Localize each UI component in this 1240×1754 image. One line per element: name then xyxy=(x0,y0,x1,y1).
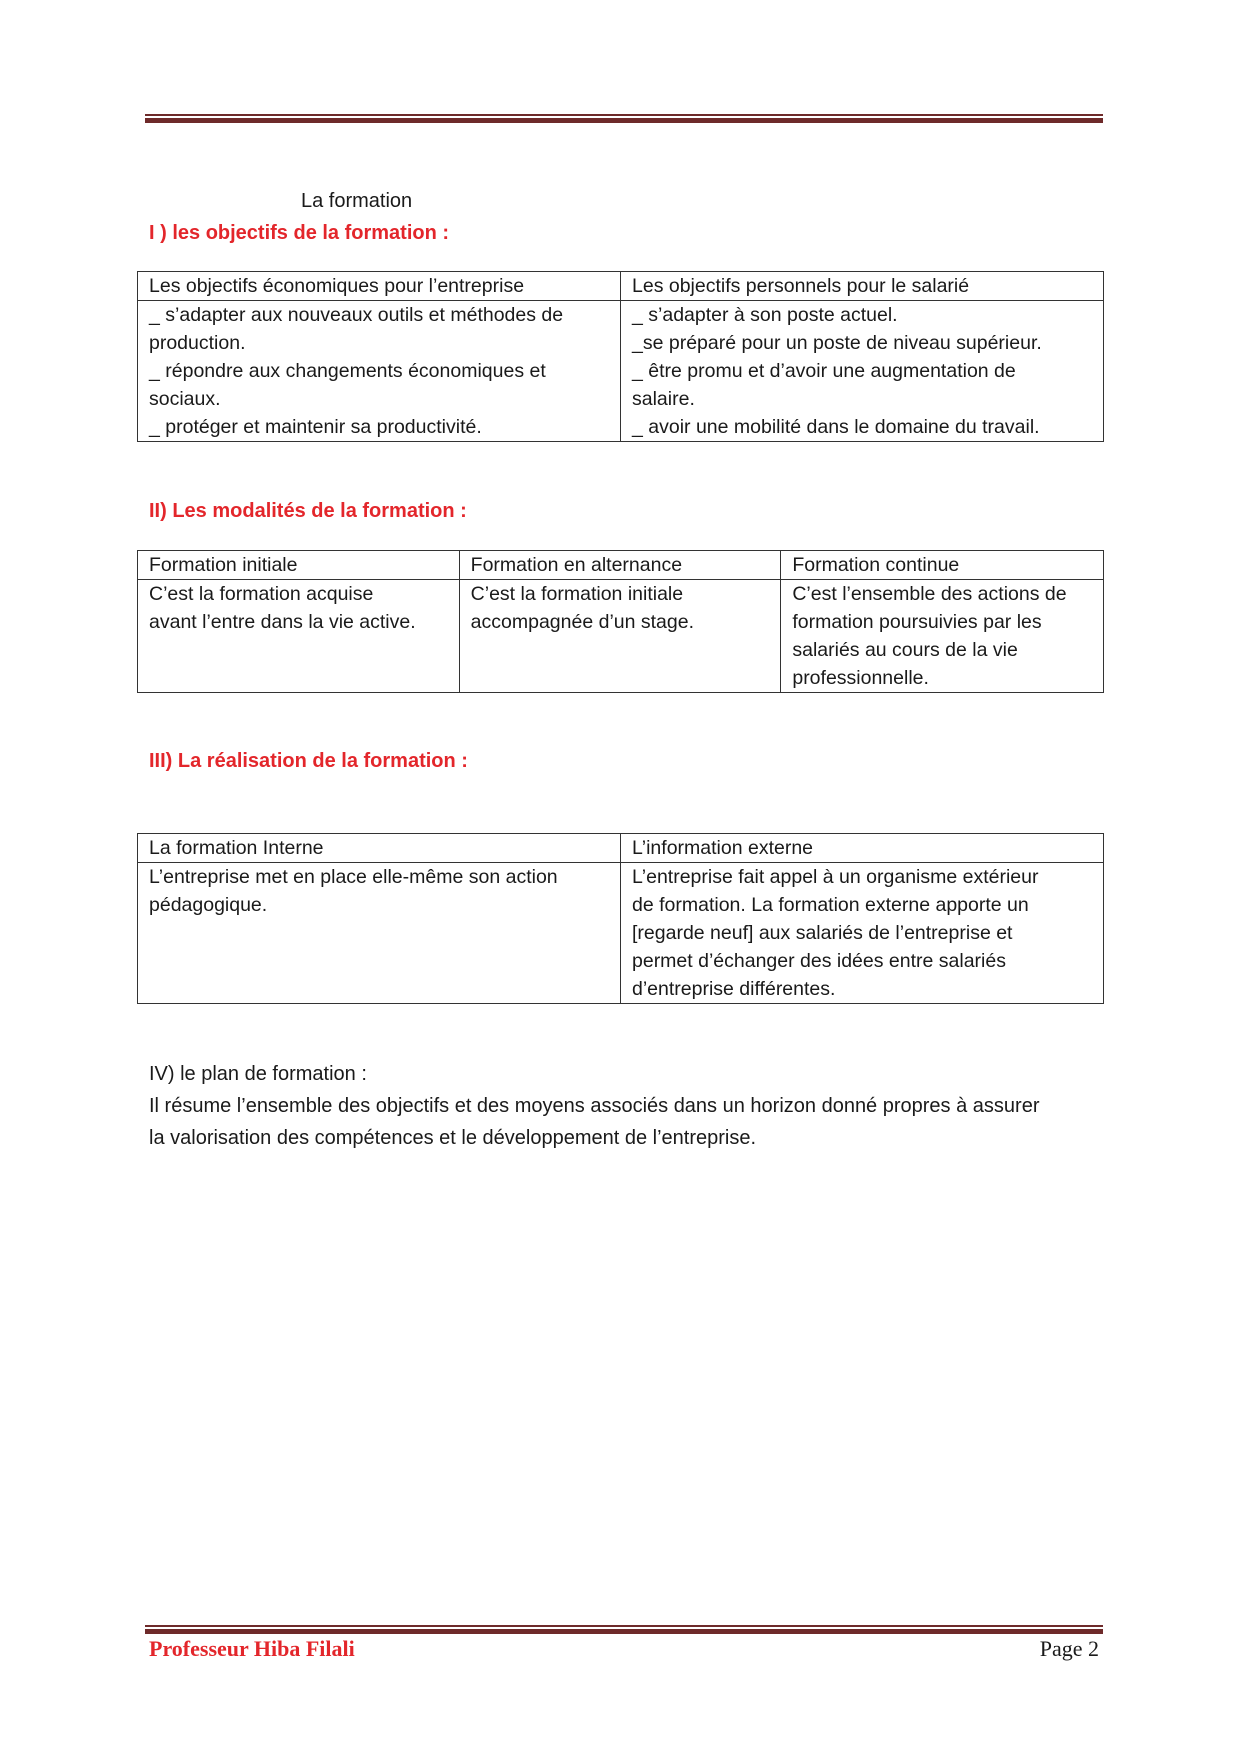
cell-line: d’entreprise différentes. xyxy=(632,978,836,1000)
table-row xyxy=(138,580,1104,693)
table-header-cell: Les objectifs économiques pour l’entreprise xyxy=(138,272,621,301)
footer-rule-thick xyxy=(145,1629,1103,1634)
cell-line: _ protéger et maintenir sa productivité. xyxy=(149,416,482,438)
table-header-cell: Formation initiale xyxy=(138,551,460,580)
cell-line: C’est la formation acquise xyxy=(149,583,374,605)
training-plan-section xyxy=(149,1058,1039,1154)
table-header-row xyxy=(138,551,1104,580)
paragraph-line: la valorisation des compétences et le développement de l’entreprise. xyxy=(149,1127,757,1149)
cell-line: sociaux. xyxy=(149,388,221,410)
table-cell xyxy=(621,301,1104,442)
table-cell xyxy=(138,301,621,442)
training-plan-heading: IV) le plan de formation : xyxy=(149,1063,367,1085)
table-header-cell: Formation en alternance xyxy=(459,551,781,580)
cell-line: L’entreprise fait appel à un organisme extérieur xyxy=(632,866,1039,888)
table-cell xyxy=(459,580,781,693)
table-header-cell: Formation continue xyxy=(781,551,1104,580)
table-cell xyxy=(138,863,621,1004)
cell-line: production. xyxy=(149,332,246,354)
objectives-table xyxy=(137,271,1104,442)
cell-line: L’entreprise met en place elle-même son action xyxy=(149,866,558,888)
section-realisation-heading: III) La réalisation de la formation : xyxy=(149,750,468,772)
cell-line: _ s’adapter aux nouveaux outils et méthodes de xyxy=(149,304,564,326)
cell-line: salaire. xyxy=(632,388,695,410)
cell-line: professionnelle. xyxy=(792,667,929,689)
table-cell xyxy=(138,580,460,693)
cell-line: _ avoir une mobilité dans le domaine du travail. xyxy=(632,416,1040,438)
table-header-row xyxy=(138,272,1104,301)
cell-line: _ s’adapter à son poste actuel. xyxy=(632,304,898,326)
table-header-cell: L’information externe xyxy=(621,834,1104,863)
cell-line: de formation. La formation externe apporte un xyxy=(632,894,1029,916)
footer-author: Professeur Hiba Filali xyxy=(149,1636,355,1661)
table-header-cell: Les objectifs personnels pour le salarié xyxy=(621,272,1104,301)
page-number: Page 2 xyxy=(1039,1636,1099,1661)
realisation-table xyxy=(137,833,1104,1004)
cell-line: _ être promu et d’avoir une augmentation de xyxy=(632,360,1016,382)
cell-line: _se préparé pour un poste de niveau supérieur. xyxy=(632,332,1042,354)
table-header-row xyxy=(138,834,1104,863)
paragraph-line: Il résume l’ensemble des objectifs et des moyens associés dans un horizon donné propres à assurer xyxy=(149,1095,1040,1117)
cell-line: C’est l’ensemble des actions de xyxy=(792,583,1067,605)
section-modalities-heading: II) Les modalités de la formation : xyxy=(149,500,467,522)
cell-line: formation poursuivies par les xyxy=(792,611,1042,633)
section-objectives-heading: I ) les objectifs de la formation : xyxy=(149,222,450,244)
table-cell xyxy=(621,863,1104,1004)
cell-line: [regarde neuf] aux salariés de l’entreprise et xyxy=(632,922,1013,944)
header-rule-thick xyxy=(145,118,1103,123)
cell-line: avant l’entre dans la vie active. xyxy=(149,611,416,633)
cell-line: permet d’échanger des idées entre salariés xyxy=(632,950,1006,972)
table-header-cell: La formation Interne xyxy=(138,834,621,863)
header-rule-thin xyxy=(145,114,1103,116)
document-title: La formation xyxy=(301,190,413,212)
cell-line: accompagnée d’un stage. xyxy=(470,611,694,633)
cell-line: pédagogique. xyxy=(149,894,268,916)
table-row xyxy=(138,301,1104,442)
footer-rule-thin xyxy=(145,1625,1103,1627)
cell-line: _ répondre aux changements économiques et xyxy=(149,360,546,382)
header-rule xyxy=(145,114,1103,123)
training-plan-body xyxy=(149,1090,1039,1154)
cell-line: salariés au cours de la vie xyxy=(792,639,1018,661)
cell-line: C’est la formation initiale xyxy=(470,583,684,605)
modalities-table xyxy=(137,550,1104,693)
table-row xyxy=(138,863,1104,1004)
table-cell xyxy=(781,580,1104,693)
footer-rule xyxy=(145,1625,1103,1634)
